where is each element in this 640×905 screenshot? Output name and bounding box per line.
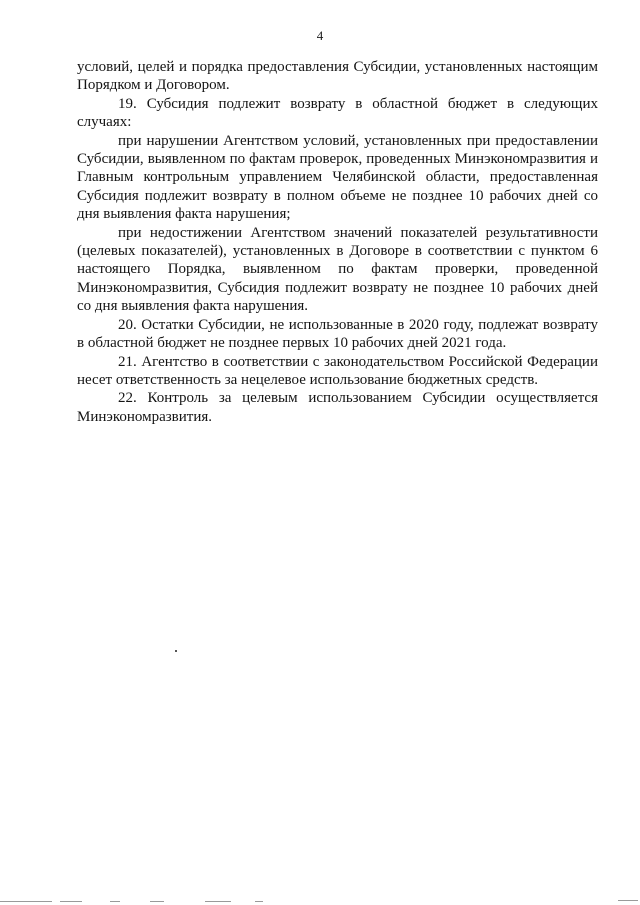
paragraph-item-19: 19. Субсидия подлежит возврату в областной бюджет в следующих случаях:	[77, 95, 598, 131]
paragraph-item-19-case-targets: при недостижении Агентством значений показателей результативности (целевых показателей), установленных в Договоре в соответствии с пунктом 6 настоящего Порядка, выявленном по фактам проверки, проведенной Минэкономразвития, Субсидия подлежит возврату не позднее 10 рабочих дней со дня выявления факта нарушения.	[77, 224, 598, 315]
paragraph-item-20: 20. Остатки Субсидии, не использованные в 2020 году, подлежат возврату в областной бюджет не позднее первых 10 рабочих дней 2021 года.	[77, 316, 598, 352]
page-number: 4	[316, 28, 324, 43]
paragraph-item-21: 21. Агентство в соответствии с законодательством Российской Федерации несет ответственность за нецелевое использование бюджетных средств.	[77, 353, 598, 388]
scan-speck	[175, 650, 177, 652]
paragraph-continuation: условий, целей и порядка предоставления Субсидии, установленных настоящим Порядком и Договором.	[77, 59, 598, 94]
scan-bottom-edge	[0, 900, 640, 903]
document-body	[77, 58, 598, 426]
paragraph-item-19-case-violation: при нарушении Агентством условий, установленных при предоставлении Субсидии, выявленном по фактам проверок, проведенных Минэкономразвития и Главным контрольным управлением Челябинской области, предоставленная Субсидия подлежит возврату в полном объеме не позднее 10 рабочих дней со дня выявления факта нарушения;	[77, 132, 598, 223]
paragraph-item-22: 22. Контроль за целевым использованием Субсидии осуществляется Минэкономразвития.	[77, 390, 598, 425]
